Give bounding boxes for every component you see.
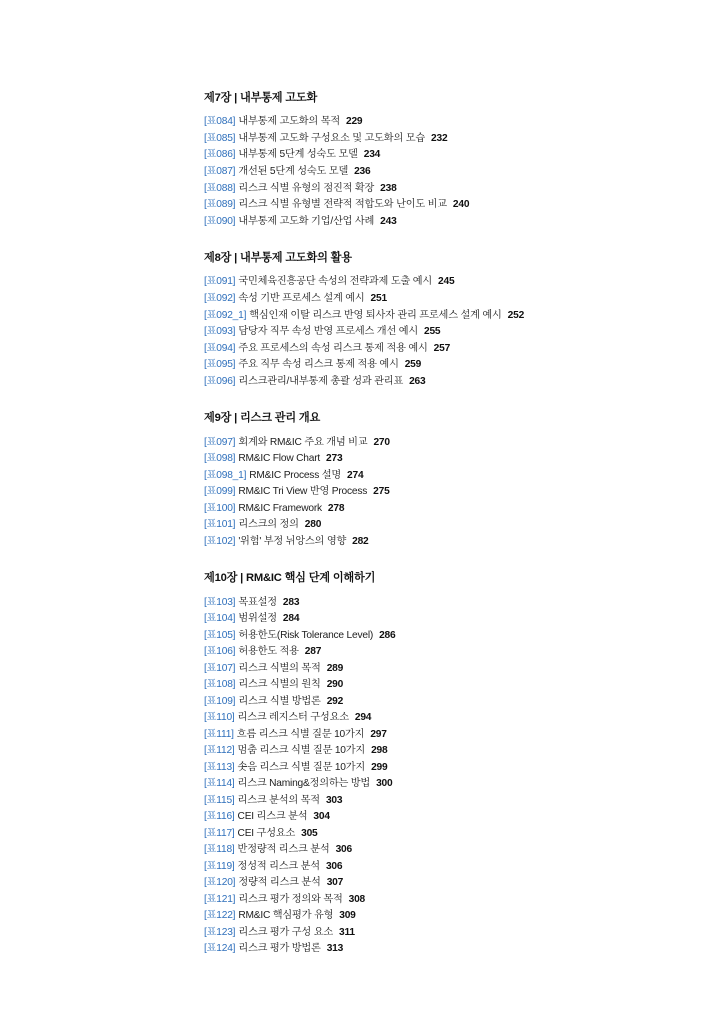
entry-page-number: 297	[370, 728, 387, 740]
toc-entry[interactable]	[204, 324, 723, 341]
entry-page-number: 273	[326, 453, 343, 465]
toc-entry[interactable]	[204, 147, 723, 164]
entry-tag: [표114]	[204, 778, 235, 790]
entry-tag: [표098_1]	[204, 469, 247, 481]
entry-tag: [표111]	[204, 728, 234, 740]
entry-title: 핵심인재 이탈 리스크 반영 퇴사자 관리 프로세스 설계 예시	[249, 309, 502, 321]
entry-page-number: 238	[380, 182, 397, 194]
toc-entry[interactable]	[204, 826, 723, 843]
toc-entry[interactable]	[204, 644, 723, 661]
toc-section	[204, 412, 723, 550]
entry-page-number: 251	[370, 293, 387, 304]
toc-entry[interactable]	[204, 776, 723, 793]
toc-entry[interactable]	[204, 468, 723, 485]
entry-tag: [표102]	[204, 535, 236, 547]
toc-entry[interactable]	[204, 484, 723, 501]
toc-entry[interactable]	[204, 727, 723, 744]
entry-tag: [표116]	[204, 811, 235, 823]
entry-title: RM&IC Tri View 반영 Process	[238, 486, 368, 498]
toc-entry[interactable]	[204, 274, 723, 291]
entry-title: 리스크 평가 정의와 목적	[238, 893, 343, 905]
toc-entry[interactable]	[204, 308, 723, 325]
toc-entry[interactable]	[204, 809, 723, 826]
entry-page-number: 286	[379, 629, 396, 641]
toc-entry[interactable]	[204, 451, 723, 468]
entry-page-number: 287	[304, 646, 322, 658]
entry-tag: [표087]	[204, 165, 236, 177]
entry-title: 반정량적 리스크 분석	[237, 844, 330, 856]
entry-list	[204, 114, 723, 230]
entry-title: 리스크 식별의 원칙	[238, 679, 321, 691]
entry-title: 속성 기반 프로세스 설계 예시	[238, 293, 365, 304]
entry-tag: [표089]	[204, 199, 236, 211]
toc-entry[interactable]	[204, 374, 723, 391]
entry-title: 허용한도(Risk Tolerance Level)	[238, 629, 374, 641]
entry-title: 솟음 리스크 식별 질문 10가지	[237, 761, 366, 773]
toc-entry[interactable]	[204, 214, 723, 231]
toc-entry[interactable]	[204, 892, 723, 909]
entry-title: 담당자 직무 속성 반영 프로세스 개선 예시	[238, 326, 418, 338]
entry-title: 내부통제 고도화 구성요소 및 고도화의 모습	[238, 132, 426, 144]
entry-title: 리스크 평가 구성 요소	[238, 926, 333, 938]
entry-tag: [표106]	[204, 646, 236, 658]
entry-title: 정성적 리스크 분석	[237, 860, 320, 872]
entry-tag: [표115]	[204, 794, 235, 806]
entry-page-number: 304	[313, 811, 330, 823]
entry-title: 개선된 5단계 성숙도 모델	[238, 165, 349, 177]
entry-page-number: 305	[301, 827, 318, 839]
entry-page-number: 232	[431, 132, 448, 144]
entry-page-number: 283	[282, 596, 300, 608]
entry-tag: [표092_1]	[204, 309, 247, 321]
toc-entry[interactable]	[204, 164, 723, 181]
entry-page-number: 257	[433, 342, 451, 354]
entry-title: 리스크관리/내부통제 총괄 성과 관리표	[238, 375, 404, 387]
entry-tag: [표123]	[204, 926, 236, 938]
entry-title: 주요 프로세스의 속성 리스크 통제 적용 예시	[238, 342, 428, 354]
entry-tag: [표121]	[204, 893, 236, 905]
entry-title: 정량적 리스크 분석	[238, 877, 321, 889]
toc-entry[interactable]	[204, 859, 723, 876]
toc-entry[interactable]	[204, 595, 723, 612]
entry-tag: [표119]	[204, 860, 235, 872]
entry-tag: [표085]	[204, 132, 236, 144]
toc-entry[interactable]	[204, 941, 723, 958]
entry-page-number: 313	[326, 943, 344, 955]
entry-tag: [표095]	[204, 359, 236, 371]
entry-title: 리스크 분석의 목적	[237, 794, 320, 806]
entry-title: RM&IC Process 설명	[249, 469, 342, 481]
entry-tag: [표109]	[204, 695, 236, 707]
entry-title: 목표설정	[238, 596, 277, 608]
entry-tag: [표099]	[204, 486, 236, 498]
entry-title: 리스크 Naming&정의하는 방법	[237, 778, 371, 790]
toc-entry[interactable]	[204, 760, 723, 777]
entry-page-number: 245	[438, 276, 455, 288]
entry-page-number: 311	[338, 926, 355, 938]
entry-page-number: 282	[352, 535, 369, 547]
entry-page-number: 234	[363, 149, 381, 161]
entry-tag: [표103]	[204, 596, 236, 608]
entry-page-number: 263	[409, 375, 426, 387]
entry-page-number: 289	[326, 662, 344, 674]
entry-page-number: 278	[327, 502, 345, 514]
entry-tag: [표120]	[204, 877, 236, 889]
entry-list	[204, 595, 723, 958]
entry-title: 범위설정	[238, 613, 277, 625]
entry-tag: [표096]	[204, 375, 236, 387]
entry-list	[204, 274, 723, 390]
toc-entry[interactable]	[204, 793, 723, 810]
toc-entry[interactable]	[204, 743, 723, 760]
entry-list	[204, 435, 723, 551]
entry-title: 리스크 식별 유형별 전략적 적합도와 난이도 비교	[238, 199, 447, 211]
entry-tag: [표104]	[204, 613, 236, 625]
toc-entry[interactable]	[204, 908, 723, 925]
entry-page-number: 309	[339, 910, 356, 922]
toc-entry[interactable]	[204, 710, 723, 727]
entry-title: 리스크 평가 방법론	[238, 943, 321, 955]
toc-entry[interactable]	[204, 677, 723, 694]
entry-page-number: 280	[304, 519, 322, 531]
entry-title: 국민체육진흥공단 속성의 전략과제 도출 예시	[238, 276, 433, 288]
entry-tag: [표117]	[204, 827, 235, 839]
toc-entry[interactable]	[204, 628, 723, 645]
entry-tag: [표118]	[204, 844, 235, 856]
entry-page-number: 229	[345, 116, 363, 128]
entry-title: 리스크 레지스터 구성요소	[237, 712, 349, 724]
entry-title: RM&IC Flow Chart	[238, 453, 321, 465]
toc-section	[204, 92, 723, 230]
entry-page-number: 243	[380, 215, 397, 227]
section-heading: 제10장 | RM&IC 핵심 단계 이해하기	[204, 572, 376, 585]
entry-tag: [표086]	[204, 149, 236, 161]
entry-tag: [표124]	[204, 943, 236, 955]
toc-entry[interactable]	[204, 435, 723, 452]
toc-entry[interactable]	[204, 291, 723, 308]
entry-page-number: 307	[326, 877, 344, 889]
entry-page-number: 298	[371, 745, 388, 757]
toc-entry[interactable]	[204, 357, 723, 374]
toc-entry[interactable]	[204, 842, 723, 859]
section-heading: 제9장 | 리스크 관리 개요	[204, 412, 321, 425]
entry-page-number: 299	[371, 761, 388, 773]
section-heading: 제8장 | 내부통제 고도화의 활용	[204, 252, 352, 265]
entry-page-number: 303	[325, 794, 343, 806]
entry-page-number: 300	[376, 778, 393, 790]
entry-page-number: 255	[424, 326, 441, 338]
entry-page-number: 270	[373, 436, 390, 448]
toc-section	[204, 572, 723, 958]
entry-page-number: 240	[452, 199, 470, 211]
entry-title: 리스크 식별 유형의 점진적 확장	[238, 182, 375, 194]
entry-tag: [표093]	[204, 326, 236, 338]
toc-entry[interactable]	[204, 197, 723, 214]
toc-entry[interactable]	[204, 131, 723, 148]
entry-tag: [표122]	[204, 910, 236, 922]
entry-title: 회계와 RM&IC 주요 개념 비교	[238, 436, 368, 448]
entry-page-number: 306	[325, 860, 343, 872]
entry-title: 리스크의 정의	[238, 519, 299, 531]
entry-title: '위험' 부정 뉘앙스의 영향	[238, 535, 347, 547]
entry-title: RM&IC Framework	[238, 502, 322, 514]
entry-tag: [표113]	[204, 761, 235, 773]
entry-page-number: 294	[354, 712, 372, 724]
entry-page-number: 274	[347, 469, 364, 481]
entry-tag: [표094]	[204, 342, 236, 354]
entry-title: CEI 리스크 분석	[237, 811, 308, 823]
entry-tag: [표110]	[204, 712, 235, 724]
toc-entry[interactable]	[204, 611, 723, 628]
entry-tag: [표091]	[204, 276, 236, 288]
entry-tag: [표092]	[204, 293, 236, 304]
entry-title: 내부통제 고도화 기업/산업 사례	[238, 215, 375, 227]
entry-page-number: 308	[348, 893, 366, 905]
entry-tag: [표105]	[204, 629, 236, 641]
entry-page-number: 275	[373, 486, 390, 498]
entry-tag: [표090]	[204, 215, 236, 227]
entry-page-number: 259	[404, 359, 422, 371]
entry-title: 내부통제 고도화의 목적	[238, 116, 340, 128]
toc-entry[interactable]	[204, 875, 723, 892]
entry-tag: [표097]	[204, 436, 236, 448]
entry-page-number: 290	[326, 679, 344, 691]
toc-entry[interactable]	[204, 181, 723, 198]
entry-title: RM&IC 핵심평가 유형	[238, 910, 334, 922]
toc-entry[interactable]	[204, 517, 723, 534]
entry-tag: [표107]	[204, 662, 236, 674]
entry-page-number: 236	[354, 165, 371, 177]
toc-entry[interactable]	[204, 694, 723, 711]
entry-title: 리스크 식별의 목적	[238, 662, 321, 674]
entry-title: 허용한도 적용	[238, 646, 299, 658]
toc-section	[204, 252, 723, 390]
toc-entry[interactable]	[204, 925, 723, 942]
section-heading: 제7장 | 내부통제 고도화	[204, 92, 318, 104]
entry-tag: [표098]	[204, 453, 236, 465]
toc-entry[interactable]	[204, 501, 723, 518]
entry-title: 멈춤 리스크 식별 질문 10가지	[237, 745, 366, 757]
toc-entry[interactable]	[204, 534, 723, 551]
entry-page-number: 284	[282, 613, 300, 625]
toc-entry[interactable]	[204, 341, 723, 358]
entry-tag: [표088]	[204, 182, 236, 194]
entry-page-number: 252	[507, 309, 525, 321]
entry-tag: [표084]	[204, 116, 236, 128]
entry-tag: [표101]	[204, 519, 236, 531]
entry-tag: [표100]	[204, 502, 236, 514]
entry-page-number: 306	[335, 844, 352, 856]
entry-title: 흐름 리스크 식별 질문 10가지	[236, 728, 365, 740]
toc-entry[interactable]	[204, 661, 723, 678]
entry-tag: [표108]	[204, 679, 236, 691]
entry-title: CEI 구성요소	[237, 827, 296, 839]
entry-page-number: 292	[326, 695, 344, 707]
entry-title: 주요 직무 속성 리스크 통제 적용 예시	[238, 359, 399, 371]
entry-tag: [표112]	[204, 745, 235, 757]
entry-title: 리스크 식별 방법론	[238, 695, 321, 707]
toc-entry[interactable]	[204, 114, 723, 131]
toc-root	[204, 92, 723, 958]
entry-title: 내부통제 5단계 성숙도 모델	[238, 149, 358, 161]
